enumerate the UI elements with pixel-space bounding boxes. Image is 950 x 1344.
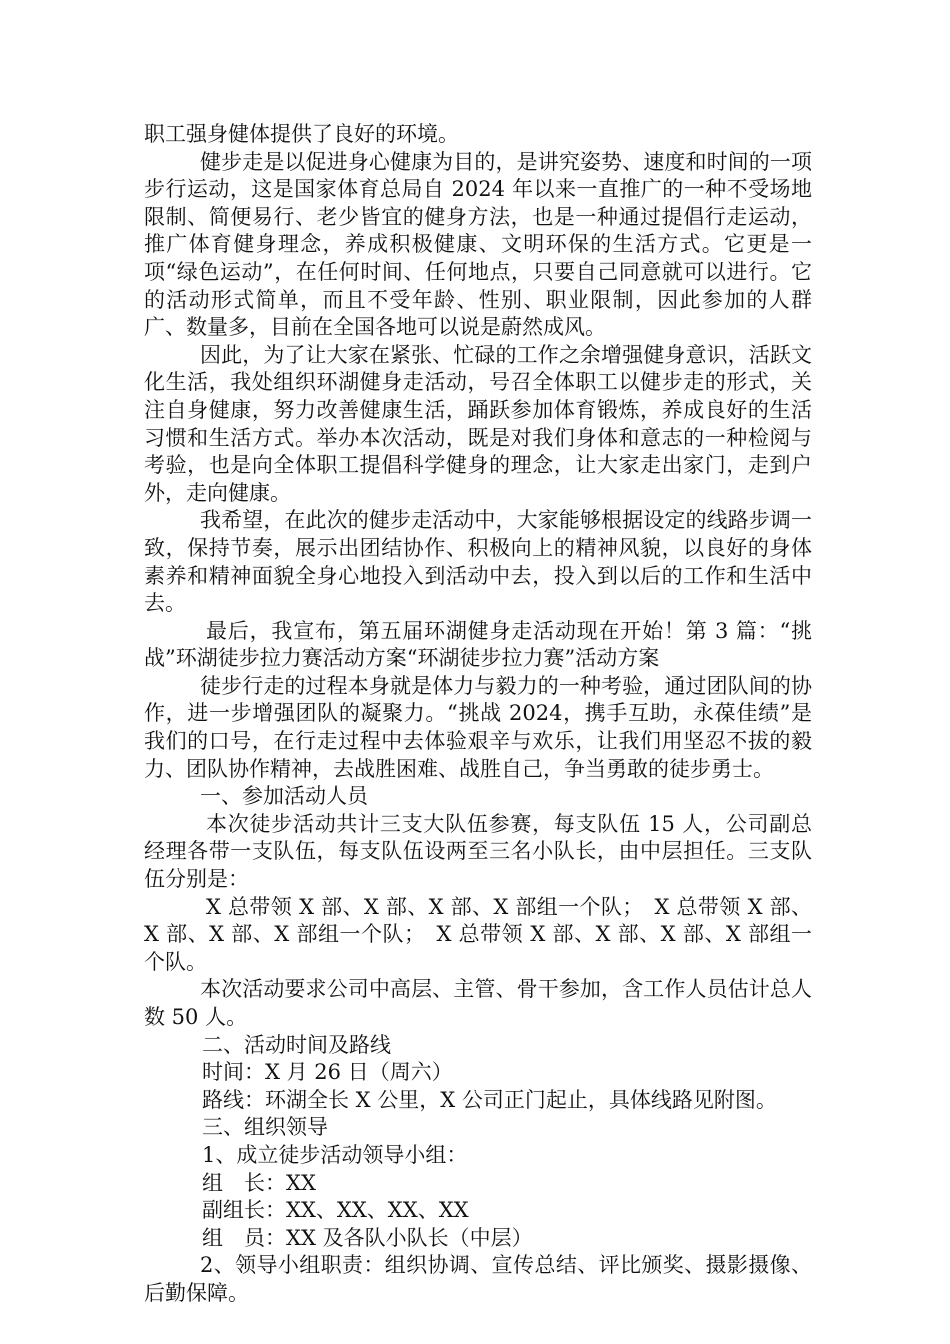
paragraph-team-list: X 总带领 X 部、X 部、X 部、X 部组一个队； X 总带领 X 部、X 部、X 部、X 部组一个队； X 总带领 X 部、X 部、X 部、X 部组一个队。 [144, 894, 812, 974]
paragraph-walking-definition: 健步走是以促进身心健康为目的，是讲究姿势、速度和时间的一项步行运动，这是国家体育总局自 2024 年以来一直推广的一种不受场地限制、简便易行、老少皆宜的健身方法，也是一种通过提倡行走运动，推广体育健身理念，养成积极健康、文明环保的生活方式。它更是一项“绿色运动”，在任何时间、任何地点，只要自己同意就可以进行。它的活动形式简单，而且不受年龄、性别、职业限制，因此参加的人群广、数量多，目前在全国各地可以说是蔚然成风。 [144, 149, 812, 340]
paragraph-announcement-and-title: 最后，我宣布，第五届环湖健身走活动现在开始！第 3 篇：“挑战”环湖徒步拉力赛活动方案“环湖徒步拉力赛”活动方案 [144, 618, 812, 671]
paragraph-event-purpose: 因此，为了让大家在紧张、忙碌的工作之余增强健身意识，活跃文化生活，我处组织环湖健身走活动，号召全体职工以健步走的形式，关注自身健康，努力改善健康生活，踊跃参加体育锻炼，养成良好的生活习惯和生活方式。举办本次活动，既是对我们身体和意志的一种检阅与考验，也是向全体职工提倡科学健身的理念，让大家走出家门，走到户外，走向健康。 [144, 342, 812, 505]
line-leadership-group: 1、成立徒步活动领导小组： [202, 1142, 468, 1167]
document-body [144, 121, 812, 1308]
section-heading-leadership: 三、组织领导 [202, 1115, 328, 1140]
paragraph-hike-intro: 徒步行走的过程本身就是体力与毅力的一种考验，通过团队间的协作，进一步增强团队的凝聚力。“挑战 2024，携手互助，永葆佳绩”是我们的口号，在行走过程中去体验艰辛与欢乐，让我们用坚忍不拔的毅力、团队协作精神，去战胜困难、战胜自己，争当勇敢的徒步勇士。 [144, 673, 812, 781]
paragraph-hope: 我希望，在此次的健步走活动中，大家能够根据设定的线路步调一致，保持节奏，展示出团结协作、积极向上的精神风貌，以良好的身体素养和精神面貌全身心地投入到活动中去，投入到以后的工作和生活中去。 [144, 508, 812, 616]
paragraph-attendance: 本次活动要求公司中高层、主管、骨干参加，含工作人员估计总人数 50 人。 [144, 977, 812, 1029]
line-group-members: 组 员：XX 及各队小队长（中层） [202, 1225, 533, 1250]
line-deputy-leaders: 副组长：XX、XX、XX、XX [202, 1198, 469, 1223]
line-time: 时间：X 月 26 日（周六） [202, 1060, 453, 1085]
line-route: 路线：环湖全长 X 公里，X 公司正门起止，具体线路见附图。 [202, 1087, 777, 1112]
section-heading-time-route: 二、活动时间及路线 [202, 1032, 391, 1057]
line-group-leader: 组 长：XX [202, 1170, 316, 1195]
paragraph-team-composition: 本次徒步活动共计三支大队伍参赛，每支队伍 15 人，公司副总经理各带一支队伍，每支队伍设两至三名小队长，由中层担任。三支队伍分别是： [144, 811, 812, 892]
paragraph-intro-fragment: 职工强身健体提供了良好的环境。 [144, 122, 459, 146]
section-heading-participants: 一、参加活动人员 [200, 784, 368, 809]
paragraph-group-duties: 2、领导小组职责：组织协调、宣传总结、评比颁奖、摄影摄像、后勤保障。 [144, 1253, 812, 1305]
